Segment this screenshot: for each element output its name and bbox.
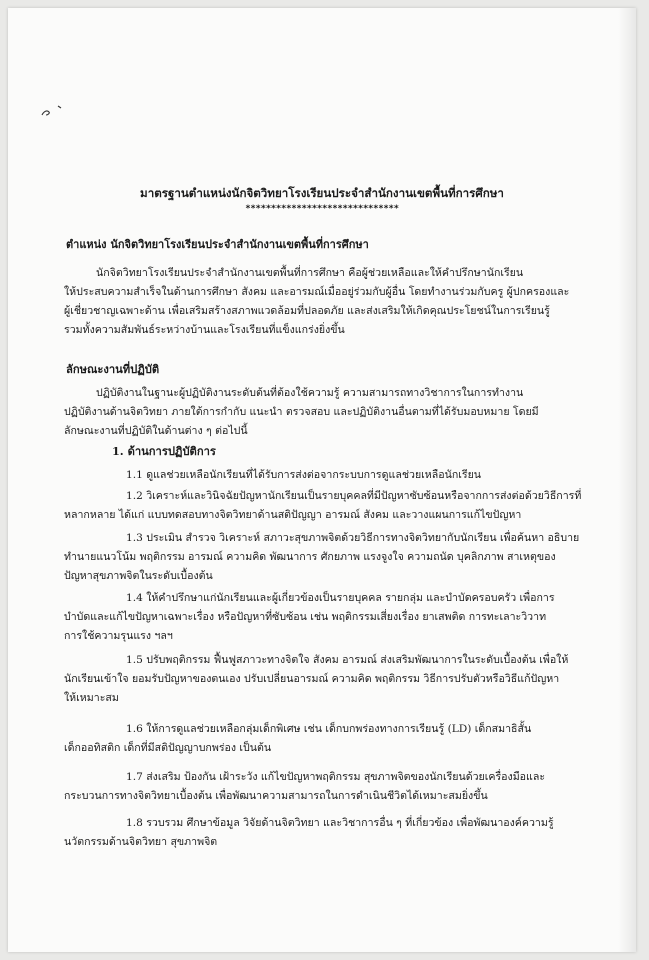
item-1-3-line-1: 1.3 ประเมิน สำรวจ วิเคราะห์ สภาวะสุขภาพจิตด้วยวิธีการทางจิตวิทยากับนักเรียน เพื่อค้นหา อธิบาย	[126, 532, 580, 544]
item-1-4-line-2: บำบัดและแก้ไขปัญหาเฉพาะเรื่อง หรือปัญหาที่ซับซ้อน เช่น พฤติกรรมเสี่ยงเรื่อง ยาเสพติด การทะเลาะวิวาท	[64, 611, 547, 623]
item-1-5-line-3: ให้เหมาะสม	[64, 692, 119, 704]
item-1-8-line-1: 1.8 รวบรวม ศึกษาข้อมูล วิจัยด้านจิตวิทยา และวิชาการอื่น ๆ ที่เกี่ยวข้อง เพื่อพัฒนาองค์ความรู้	[126, 817, 554, 829]
definition-line-3: ผู้เชี่ยวชาญเฉพาะด้าน เพื่อเสริมสร้างสภาพแวดล้อมที่ปลอดภัย และส่งเสริมให้เกิดคุณประโยชน์ในการเรียนรู้	[64, 305, 550, 317]
item-1-3-line-2: ทำนายแนวโน้ม พฤติกรรม อารมณ์ ความคิด พัฒนาการ ศักยภาพ แรงจูงใจ ความถนัด บุคลิกภาพ สาเหตุของ	[64, 551, 556, 563]
duties-intro-line-3: ลักษณะงานที่ปฏิบัติในด้านต่าง ๆ ต่อไปนี้	[64, 425, 248, 437]
item-1-6-line-2: เด็กออทิสติก เด็กที่มีสติปัญญาบกพร่อง เป็นต้น	[64, 742, 272, 754]
item-1-7-line-2: กระบวนการทางจิตวิทยาเบื้องต้น เพื่อพัฒนาความสามารถในการดำเนินชีวิตได้เหมาะสมยิ่งขึ้น	[64, 790, 488, 802]
item-1-3-line-3: ปัญหาสุขภาพจิตในระดับเบื้องต้น	[64, 570, 213, 582]
duties-heading: ลักษณะงานที่ปฏิบัติ	[66, 362, 160, 376]
item-1-4-line-3: การใช้ความรุนแรง ฯลฯ	[64, 630, 173, 642]
document-page	[8, 8, 636, 952]
definition-line-4: รวมทั้งความสัมพันธ์ระหว่างบ้านและโรงเรียนที่แข็งแกร่งยิ่งขึ้น	[64, 324, 345, 336]
document-title: มาตรฐานตำแหน่งนักจิตวิทยาโรงเรียนประจำสำนักงานเขตพื้นที่การศึกษา	[140, 186, 504, 200]
item-1-6-line-1: 1.6 ให้การดูแลช่วยเหลือกลุ่มเด็กพิเศษ เช่น เด็กบกพร่องทางการเรียนรู้ (LD) เด็กสมาธิสั้น	[126, 723, 532, 735]
definition-line-2: ให้ประสบความสำเร็จในด้านการศึกษา สังคม และอารมณ์เมื่ออยู่ร่วมกับผู้อื่น โดยทำงานร่วมกับครู ผู้ปกครองและ	[64, 286, 570, 298]
pen-mark-icon	[40, 100, 68, 118]
subsection-heading: 1. ด้านการปฏิบัติการ	[112, 444, 216, 458]
item-1-2-line-1: 1.2 วิเคราะห์และวินิจฉัยปัญหานักเรียนเป็นรายบุคคลที่มีปัญหาซับซ้อนหรือจากการส่งต่อด้วยวิธีการที่	[126, 490, 582, 502]
item-1-7-line-1: 1.7 ส่งเสริม ป้องกัน เฝ้าระวัง แก้ไขปัญหาพฤติกรรม สุขภาพจิตของนักเรียนด้วยเครื่องมือและ	[126, 771, 546, 783]
item-1-1-line-1: 1.1 ดูแลช่วยเหลือนักเรียนที่ได้รับการส่งต่อจากระบบการดูแลช่วยเหลือนักเรียน	[126, 469, 482, 481]
item-1-8-line-2: นวัตกรรมด้านจิตวิทยา สุขภาพจิต	[64, 836, 218, 848]
item-1-5-line-1: 1.5 ปรับพฤติกรรม ฟื้นฟูสภาวะทางจิตใจ สังคม อารมณ์ ส่งเสริมพัฒนาการในระดับเบื้องต้น เพื่อให้	[126, 654, 569, 666]
item-1-5-line-2: นักเรียนเข้าใจ ยอมรับปัญหาของตนเอง ปรับเปลี่ยนอารมณ์ ความคิด พฤติกรรม วิธีการปรับตัวหรือวิธีแก้ปัญหา	[64, 673, 560, 685]
item-1-4-line-1: 1.4 ให้คำปรึกษาแก่นักเรียนและผู้เกี่ยวข้องเป็นรายบุคคล รายกลุ่ม และบำบัดครอบครัว เพื่อการ	[126, 592, 555, 604]
duties-intro-line-2: ปฏิบัติงานด้านจิตวิทยา ภายใต้การกำกับ แนะนำ ตรวจสอบ และปฏิบัติงานอื่นตามที่ได้รับมอบหมาย โดยมี	[64, 406, 539, 418]
position-heading: ตำแหน่ง นักจิตวิทยาโรงเรียนประจำสำนักงานเขตพื้นที่การศึกษา	[66, 238, 369, 251]
duties-intro-line-1: ปฏิบัติงานในฐานะผู้ปฏิบัติงานระดับต้นที่ต้องใช้ความรู้ ความสามารถทางวิชาการในการทำงาน	[96, 387, 524, 399]
scan-shadow	[618, 8, 636, 952]
item-1-2-line-2: หลากหลาย ได้แก่ แบบทดสอบทางจิตวิทยาด้านสติปัญญา อารมณ์ สังคม และวางแผนการแก้ไขปัญหา	[64, 509, 522, 521]
title-underline: ******************************	[245, 204, 399, 214]
definition-line-1: นักจิตวิทยาโรงเรียนประจำสำนักงานเขตพื้นที่การศึกษา คือผู้ช่วยเหลือและให้คำปรึกษานักเรียน	[96, 267, 524, 279]
